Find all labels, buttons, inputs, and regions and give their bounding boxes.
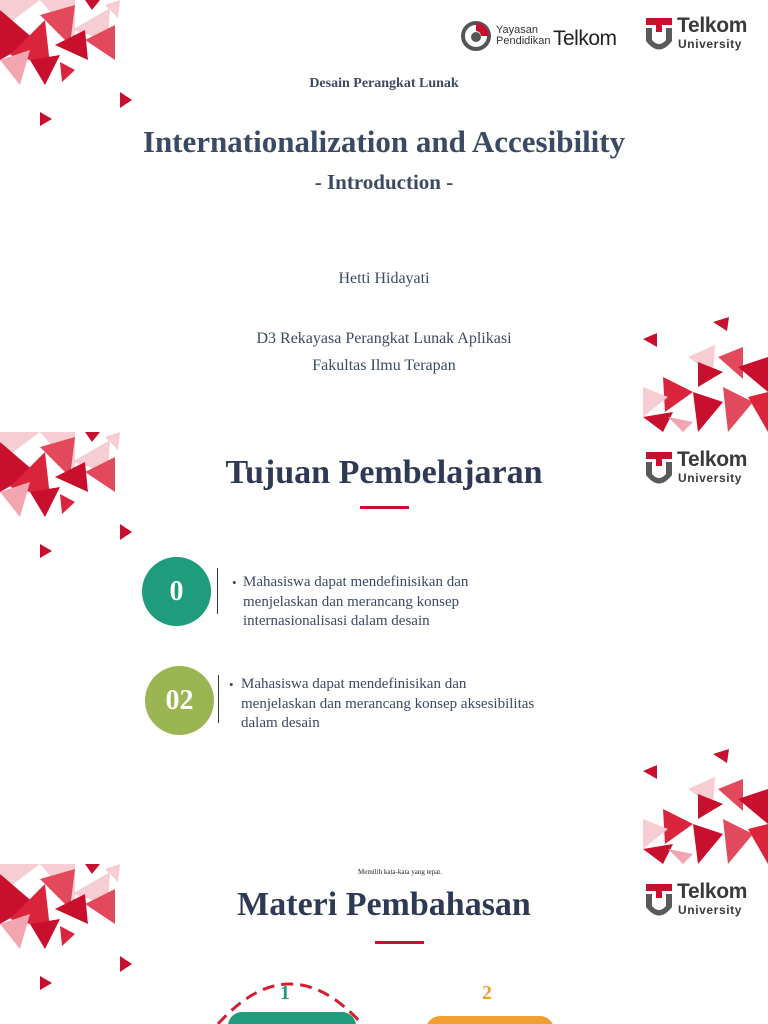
logo-tu-word1: Telkom (677, 880, 748, 903)
speaker-note-text: Memilih kata-kata yang tepat. (358, 868, 442, 876)
goal-line: internasionalisasi dalam desain (243, 613, 430, 629)
logo-ypt-line2: Pendidikan (496, 35, 551, 47)
topic-number: 1 (280, 982, 290, 1004)
faculty-name: Fakultas Ilmu Terapan (312, 357, 456, 374)
goal-line: menjelaskan dan merancang konsep aksesibilitas (241, 695, 535, 712)
logo-tu-word2: University (678, 37, 743, 51)
slide-heading: Tujuan Pembelajaran (225, 454, 543, 491)
logo-ypt-brand: Telkom (553, 27, 617, 50)
goal-bullet: • (229, 677, 234, 692)
goal-description (241, 675, 534, 734)
triangle-decoration-top-left (0, 0, 140, 130)
triangle-decoration-top-left (0, 432, 140, 562)
slide-title (0, 0, 768, 432)
slide-heading: Materi Pembahasan (237, 886, 531, 923)
telkom-university-emblem-icon (646, 18, 672, 52)
study-program: D3 Rekayasa Perangkat Lunak Aplikasi (256, 330, 512, 347)
logo-tu-word2: University (678, 471, 743, 485)
goal-description (243, 573, 468, 632)
goal-number-badge: 0 (142, 557, 211, 626)
presentation-title: Internationalization and Accesibility (142, 124, 626, 159)
slide-learning-objectives (0, 432, 768, 864)
goal-bullet: • (232, 575, 237, 590)
goal-line: Mahasiswa dapat mendefinisikan dan (241, 676, 467, 692)
topic-card[interactable] (426, 1016, 554, 1024)
goal-divider (217, 568, 218, 614)
topic-card[interactable] (228, 1012, 356, 1024)
logo-tu-word1: Telkom (677, 448, 748, 471)
triangle-decoration-top-left (0, 864, 140, 994)
logo-ypt-line1: Yayasan (496, 24, 538, 36)
heading-underline (360, 506, 409, 509)
goal-number-badge: 02 (145, 666, 214, 735)
heading-underline (375, 941, 424, 944)
topic-number: 2 (482, 982, 492, 1004)
telkom-university-logo (646, 16, 750, 58)
presentation-subtitle: - Introduction - (314, 170, 454, 194)
goal-line: dalam desain (241, 715, 320, 731)
course-name: Desain Perangkat Lunak (309, 76, 459, 91)
triangle-decoration-bottom-right (643, 317, 768, 432)
logo-tu-word1: Telkom (677, 14, 748, 37)
ypt-emblem-icon (460, 20, 492, 52)
triangle-decoration-bottom-right (643, 749, 768, 864)
goal-divider (218, 675, 219, 723)
goal-line: menjelaskan dan merancang konsep (243, 593, 460, 610)
author-name: Hetti Hidayati (338, 270, 430, 287)
logo-tu-word2: University (678, 903, 743, 917)
slide-topics (0, 864, 768, 1024)
yayasan-pendidikan-telkom-logo (460, 18, 630, 56)
goal-line: Mahasiswa dapat mendefinisikan dan (243, 574, 469, 590)
